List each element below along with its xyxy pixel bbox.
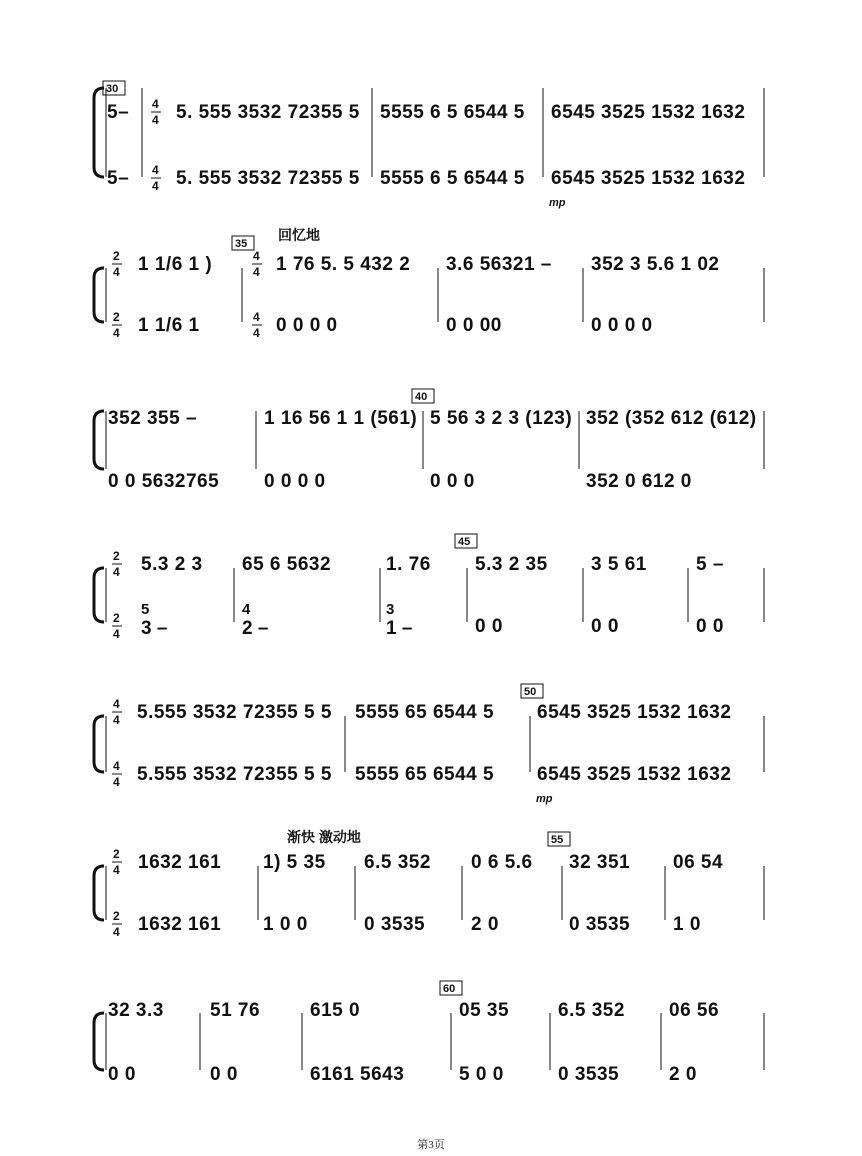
sys5-bottom-cell-3: 5555 65 6544 5 <box>355 764 495 785</box>
sys1-top-cell-1: 5– <box>107 102 130 123</box>
sys1-bottom-cell-4: 5555 6 5 6544 5 <box>380 168 525 189</box>
sys4-bottom-cell-1-time-signature-top: 2 <box>113 611 120 625</box>
sys6-bottom-cell-1-time-signature-bottom: 4 <box>113 925 120 939</box>
sys2-bottom-cell-5: 0 0 00 <box>446 315 502 336</box>
sys7-bottom-cell-3: 6161 5643 <box>310 1064 405 1085</box>
system-3-bracket <box>94 411 104 469</box>
system-2-bracket <box>94 268 104 322</box>
sys2-top-cell-3-time-signature-top: 4 <box>253 249 260 263</box>
sys5-bottom-cell-2: 5.555 3532 72355 5 5 <box>137 764 332 785</box>
sys4-top-cell-1-time-signature-top: 2 <box>113 549 120 563</box>
sys7-bottom-cell-2: 0 0 <box>210 1064 238 1085</box>
system-1-bracket <box>94 88 104 177</box>
sys7-bottom-cell-5: 0 3535 <box>558 1064 620 1085</box>
sys1-bottom-cell-1: 5– <box>107 168 130 189</box>
sys7-top-cell-6: 06 56 <box>669 1000 720 1021</box>
sys3-bottom-cell-1: 0 0 5632765 <box>108 471 220 492</box>
sys2-top-cell-3-time-signature-bottom: 4 <box>253 265 260 279</box>
sys5-top-cell-4: 6545 3525 1532 1632 <box>537 702 732 723</box>
sys3-top-cell-2: 1 16 56 1 1 (561) <box>264 408 418 429</box>
sys6-top-cell-1-time-signature-top: 2 <box>113 847 120 861</box>
system-5-dynamic-1: mp <box>536 793 553 805</box>
system-4-measure-number: 45 <box>458 536 471 548</box>
sys7-bottom-cell-6: 2 0 <box>669 1064 697 1085</box>
sys2-bottom-cell-3-time-signature-bottom: 4 <box>253 326 260 340</box>
system-1-dynamic-1: mp <box>549 197 566 209</box>
sys1-bottom-cell-3: 5. 555 3532 72355 5 <box>176 168 360 189</box>
system-5-measure-number: 50 <box>524 686 537 698</box>
sys4-bottom-cell-5: 0 0 <box>475 616 503 637</box>
system-3-measure-number: 40 <box>415 391 428 403</box>
sys2-bottom-cell-1-time-signature-bottom: 4 <box>113 326 120 340</box>
sys4-bottom-cell-7: 0 0 <box>696 616 724 637</box>
sys1-top-cell-5: 6545 3525 1532 1632 <box>551 102 746 123</box>
sys5-bottom-cell-1-time-signature-bottom: 4 <box>113 775 120 789</box>
system-2-expression: 回忆地 <box>278 227 320 243</box>
sys7-top-cell-2: 51 76 <box>210 1000 261 1021</box>
system-6-measure-number: 55 <box>551 834 564 846</box>
sys1-bottom-cell-2-time-signature-bottom: 4 <box>152 179 159 193</box>
sys6-top-cell-5: 0 6 5.6 <box>471 852 533 873</box>
sys2-bottom-cell-2: 1 1/6 1 <box>138 315 200 336</box>
sys1-top-cell-2-time-signature-bottom: 4 <box>152 113 159 127</box>
page-number: 第3页 <box>417 1139 445 1151</box>
sys5-top-cell-2: 5.555 3532 72355 5 5 <box>137 702 332 723</box>
sys5-top-cell-1-time-signature-top: 4 <box>113 697 120 711</box>
sys4-top-cell-7: 5 – <box>696 554 724 575</box>
sys4-top-cell-3: 65 6 5632 <box>242 554 332 575</box>
sys2-top-cell-4: 1 76 5. 5 432 2 <box>276 254 411 275</box>
sys1-top-cell-2-time-signature-top: 4 <box>152 97 159 111</box>
sys4-bottom-cell-2-chord-lower: 3 – <box>141 618 168 639</box>
sys5-top-cell-3: 5555 65 6544 5 <box>355 702 495 723</box>
system-7-measure-number: 60 <box>443 983 456 995</box>
sys4-bottom-cell-3-chord-lower: 2 – <box>242 618 269 639</box>
sys6-bottom-cell-3: 1 0 0 <box>263 914 308 935</box>
sys1-bottom-cell-2-time-signature-top: 4 <box>152 163 159 177</box>
system-6-expression: 渐快 激动地 <box>287 829 361 845</box>
sys4-bottom-cell-4-chord-upper: 3 <box>386 601 395 618</box>
sys4-top-cell-4: 1. 76 <box>386 554 431 575</box>
sys6-bottom-cell-1-time-signature-top: 2 <box>113 909 120 923</box>
sys6-bottom-cell-7: 1 0 <box>673 914 701 935</box>
sys5-bottom-cell-1-time-signature-top: 4 <box>113 759 120 773</box>
sys6-top-cell-1-time-signature-bottom: 4 <box>113 863 120 877</box>
sys3-top-cell-1: 352 355 – <box>108 408 198 429</box>
sys4-bottom-cell-4-chord-lower: 1 – <box>386 618 413 639</box>
sys6-top-cell-2: 1632 161 <box>138 852 222 873</box>
sys1-top-cell-3: 5. 555 3532 72355 5 <box>176 102 360 123</box>
sys3-bottom-cell-3: 0 0 0 <box>430 471 475 492</box>
sys3-top-cell-4: 352 (352 612 (612) <box>586 408 757 429</box>
sys6-bottom-cell-6: 0 3535 <box>569 914 631 935</box>
sys1-top-cell-4: 5555 6 5 6544 5 <box>380 102 525 123</box>
system-7-bracket <box>94 1013 104 1070</box>
sys2-bottom-cell-4: 0 0 0 0 <box>276 315 338 336</box>
sys7-bottom-cell-4: 5 0 0 <box>459 1064 504 1085</box>
sys2-top-cell-5: 3.6 56321 – <box>446 254 552 275</box>
sys2-top-cell-1-time-signature-bottom: 4 <box>113 265 120 279</box>
sys6-top-cell-7: 06 54 <box>673 852 724 873</box>
sys6-top-cell-3: 1) 5 35 <box>263 852 326 873</box>
sys4-bottom-cell-6: 0 0 <box>591 616 619 637</box>
sys5-top-cell-1-time-signature-bottom: 4 <box>113 713 120 727</box>
sys6-top-cell-4: 6.5 352 <box>364 852 431 873</box>
sys6-top-cell-6: 32 351 <box>569 852 631 873</box>
sys7-top-cell-3: 615 0 <box>310 1000 361 1021</box>
system-1-measure-number: 30 <box>106 83 119 95</box>
sys4-bottom-cell-1-time-signature-bottom: 4 <box>113 627 120 641</box>
sys2-bottom-cell-3-time-signature-top: 4 <box>253 310 260 324</box>
sys2-top-cell-1-time-signature-top: 2 <box>113 249 120 263</box>
sys4-top-cell-6: 3 5 61 <box>591 554 647 575</box>
sys2-bottom-cell-1-time-signature-top: 2 <box>113 310 120 324</box>
sys6-bottom-cell-5: 2 0 <box>471 914 499 935</box>
sys3-top-cell-3: 5 56 3 2 3 (123) <box>430 408 573 429</box>
sys7-top-cell-4: 05 35 <box>459 1000 510 1021</box>
system-2-measure-number: 35 <box>235 238 248 250</box>
sys7-bottom-cell-1: 0 0 <box>108 1064 136 1085</box>
system-6-bracket <box>94 866 104 920</box>
sys4-top-cell-1-time-signature-bottom: 4 <box>113 565 120 579</box>
sys1-bottom-cell-5: 6545 3525 1532 1632 <box>551 168 746 189</box>
sys6-bottom-cell-2: 1632 161 <box>138 914 222 935</box>
sys4-bottom-cell-2-chord-upper: 5 <box>141 601 150 618</box>
sys4-top-cell-5: 5.3 2 35 <box>475 554 548 575</box>
system-4-bracket <box>94 568 104 622</box>
sys2-bottom-cell-6: 0 0 0 0 <box>591 315 653 336</box>
sys2-top-cell-6: 352 3 5.6 1 02 <box>591 254 720 275</box>
sys3-bottom-cell-4: 352 0 612 0 <box>586 471 692 492</box>
sys6-bottom-cell-4: 0 3535 <box>364 914 426 935</box>
sys4-bottom-cell-3-chord-upper: 4 <box>242 601 251 618</box>
sys3-bottom-cell-2: 0 0 0 0 <box>264 471 326 492</box>
sys7-top-cell-1: 32 3.3 <box>108 1000 164 1021</box>
system-5-bracket <box>94 716 104 772</box>
sys4-top-cell-2: 5.3 2 3 <box>141 554 203 575</box>
sys2-top-cell-2: 1 1/6 1 ) <box>138 254 213 275</box>
sys5-bottom-cell-4: 6545 3525 1532 1632 <box>537 764 732 785</box>
sys7-top-cell-5: 6.5 352 <box>558 1000 625 1021</box>
